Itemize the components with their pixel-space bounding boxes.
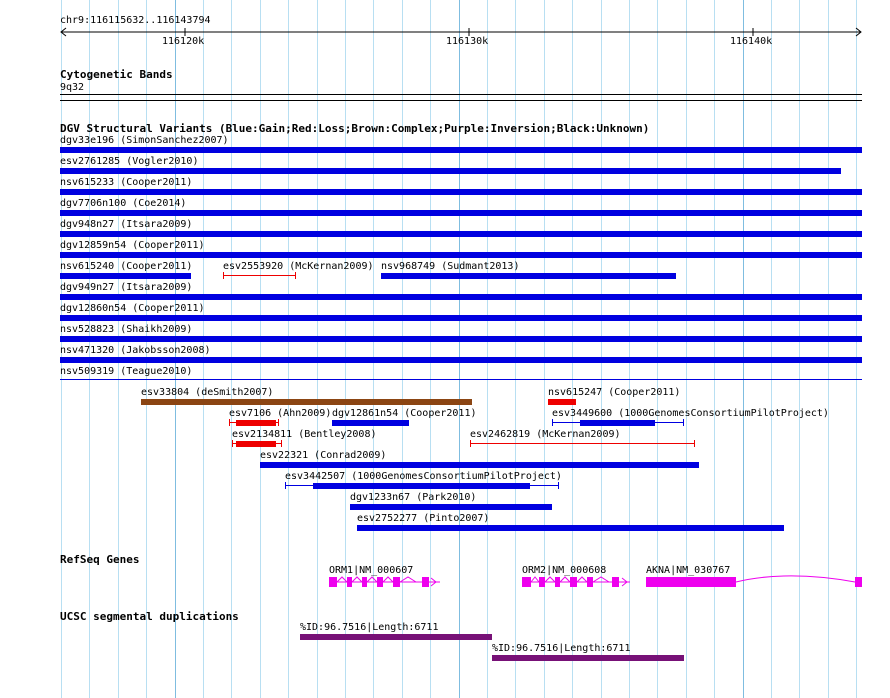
cytoband-label: 9q32 (60, 82, 85, 93)
cytoband-bottom-line (60, 100, 862, 101)
gene-orm1[interactable] (329, 577, 440, 587)
variant-bar-gain[interactable] (60, 315, 862, 321)
variant-end-cap (285, 482, 286, 489)
gene-orm2[interactable] (522, 577, 630, 587)
variant-bar-loss[interactable] (548, 399, 576, 405)
variant-bar-gain[interactable] (60, 336, 862, 342)
segdup-label: %ID:96.7516|Length:6711 (300, 622, 439, 633)
variant-label: nsv471320 (Jakobsson2008) (60, 345, 211, 356)
variant-bar-loss[interactable] (236, 420, 276, 426)
tick-label-120k: 116120k (162, 36, 205, 47)
variant-end-cap (683, 419, 684, 426)
tick-label-130k: 116130k (446, 36, 489, 47)
variant-bar-gain[interactable] (60, 273, 191, 279)
variant-end-cap (281, 440, 282, 447)
variant-bar-gain[interactable] (60, 294, 862, 300)
variant-bar-gain[interactable] (60, 252, 862, 258)
variant-line-loss[interactable] (470, 443, 695, 444)
variant-label: esv2752277 (Pinto2007) (357, 513, 490, 524)
variant-bar-gain[interactable] (60, 147, 862, 153)
variant-label: esv2553920 (McKernan2009) (223, 261, 374, 272)
variant-label: dgv948n27 (Itsara2009) (60, 219, 193, 230)
variant-bar-gain[interactable] (60, 210, 862, 216)
variant-bar-gain[interactable] (260, 462, 699, 468)
variant-end-cap (470, 440, 471, 447)
variant-label: esv3449600 (1000GenomesConsortiumPilotProject) (552, 408, 829, 419)
variant-bar-gain[interactable] (357, 525, 784, 531)
refseq-track-title: RefSeq Genes (60, 553, 140, 566)
ruler-axis (61, 28, 861, 36)
variant-label: esv2134811 (Bentley2008) (232, 429, 377, 440)
region-coordinates: chr9:116115632..116143794 (60, 15, 211, 26)
segdup-bar[interactable] (492, 655, 684, 661)
tick-label-140k: 116140k (730, 36, 773, 47)
variant-bar-complex[interactable] (141, 399, 472, 405)
variant-label: dgv7706n100 (Coe2014) (60, 198, 187, 209)
variant-label: nsv615247 (Cooper2011) (548, 387, 681, 398)
segdup-label: %ID:96.7516|Length:6711 (492, 643, 631, 654)
variant-label: esv2761285 (Vogler2010) (60, 156, 199, 167)
variant-label: nsv968749 (Sudmant2013) (381, 261, 520, 272)
variant-end-cap (278, 419, 279, 426)
variant-bar-gain[interactable] (580, 420, 655, 426)
gene-label-orm2[interactable]: ORM2|NM_000608 (522, 565, 607, 576)
gene-label-orm1[interactable]: ORM1|NM_000607 (329, 565, 414, 576)
variant-end-cap (558, 482, 559, 489)
variant-label: nsv615233 (Cooper2011) (60, 177, 193, 188)
cytoband-track-title: Cytogenetic Bands (60, 68, 173, 81)
variant-label: esv7106 (Ahn2009) (229, 408, 332, 419)
gene-label-akna[interactable]: AKNA|NM_030767 (646, 565, 731, 576)
variant-bar-gain[interactable] (381, 273, 676, 279)
variant-label: esv2462819 (McKernan2009) (470, 429, 621, 440)
dgv-track-title: DGV Structural Variants (Blue:Gain;Red:Loss;Brown:Complex;Purple:Inversion;Black:Unknown) (60, 122, 650, 135)
variant-line-gain[interactable] (60, 379, 862, 380)
segdup-track-title: UCSC segmental duplications (60, 610, 239, 623)
segdup-bar[interactable] (300, 634, 492, 640)
variant-label: dgv949n27 (Itsara2009) (60, 282, 193, 293)
variant-bar-gain[interactable] (332, 420, 409, 426)
variant-label: nsv528823 (Shaikh2009) (60, 324, 193, 335)
variant-label: esv33804 (deSmith2007) (141, 387, 274, 398)
variant-end-cap (295, 272, 296, 279)
variant-label: dgv33e196 (SimonSanchez2007) (60, 135, 229, 146)
variant-bar-gain[interactable] (60, 189, 862, 195)
variant-end-cap (232, 440, 233, 447)
variant-bar-gain[interactable] (313, 483, 530, 489)
variant-label: esv3442507 (1000GenomesConsortiumPilotProject) (285, 471, 562, 482)
variant-end-cap (229, 419, 230, 426)
variant-label: nsv615240 (Cooper2011) (60, 261, 193, 272)
variant-bar-gain[interactable] (350, 504, 552, 510)
variant-label: dgv1233n67 (Park2010) (350, 492, 477, 503)
variant-label: nsv509319 (Teague2010) (60, 366, 193, 377)
variant-end-cap (552, 419, 553, 426)
cytoband-top-line (60, 94, 862, 95)
variant-label: dgv12861n54 (Cooper2011) (332, 408, 477, 419)
variant-bar-gain[interactable] (60, 168, 841, 174)
variant-bar-gain[interactable] (60, 357, 862, 363)
variant-end-cap (694, 440, 695, 447)
variant-label: esv22321 (Conrad2009) (260, 450, 387, 461)
variant-label: dgv12860n54 (Cooper2011) (60, 303, 205, 314)
variant-bar-loss[interactable] (236, 441, 276, 447)
gene-akna[interactable] (646, 576, 862, 587)
variant-label: dgv12859n54 (Cooper2011) (60, 240, 205, 251)
variant-bar-gain[interactable] (60, 231, 862, 237)
variant-end-cap (223, 272, 224, 279)
variant-line-loss[interactable] (223, 275, 296, 276)
